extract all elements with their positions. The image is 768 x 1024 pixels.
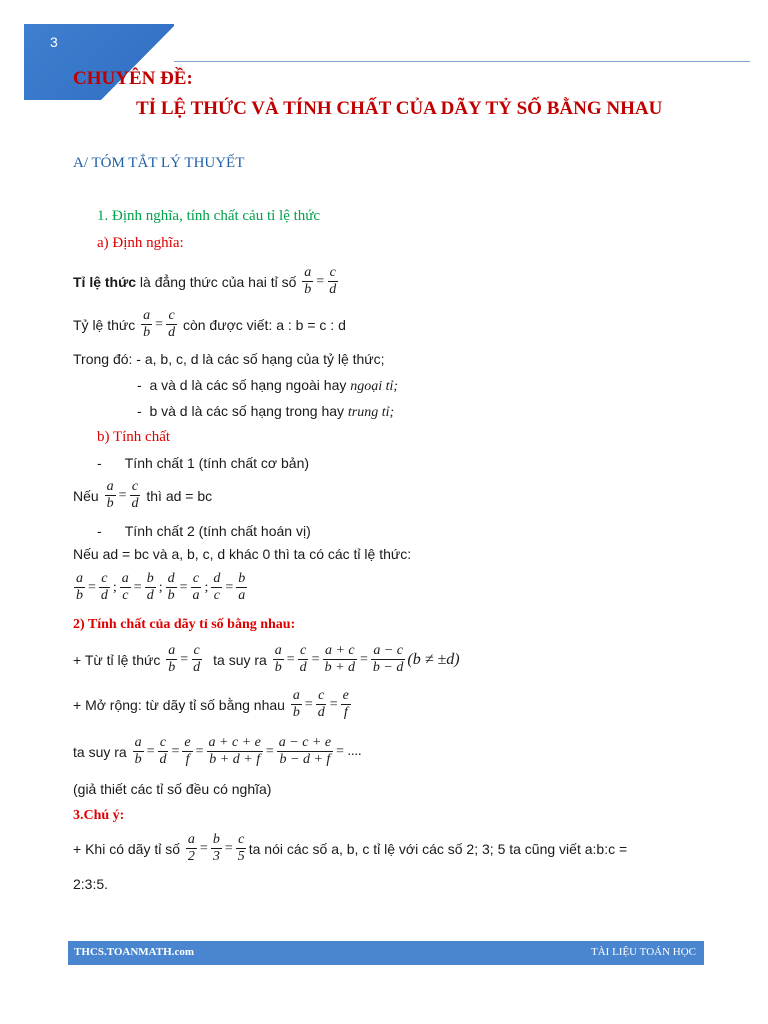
property-1: - Tính chất 1 (tính chất cơ bản) xyxy=(97,455,310,471)
fraction-c-over-d: $\frac{c}{d}$ xyxy=(299,643,307,675)
property-2-text: Nếu ad = bc và a, b, c, d khác 0 thì ta có các tỉ lệ thức: xyxy=(73,546,412,562)
header-rule xyxy=(174,61,750,62)
page-number: 3 xyxy=(50,34,58,50)
fraction-a-over-c: $\frac{a}{c}$ xyxy=(121,571,129,603)
fraction-a-over-b: $\frac{a}{b}$ xyxy=(168,643,176,675)
fraction-c-over-d: $\frac{c}{d}$ xyxy=(100,571,108,603)
note-row: + Khi có dãy tỉ số $\frac{a}{2}$ = $\frac{b}{3}$ = $\frac{c}{5}$ ta nói các số a, b, c tỉ lệ với các số 2; 3; 5 ta cũng viết a:b:c = xyxy=(73,832,628,864)
fraction-c-over-a: $\frac{c}{a}$ xyxy=(192,571,200,603)
fraction-a-over-b: $\frac{a}{b}$ xyxy=(106,479,114,511)
fraction-b-over-a: $\frac{b}{a}$ xyxy=(238,571,246,603)
fraction-apc-over-bpd: $\frac{a + c}{b + d}$ xyxy=(324,643,356,675)
trung-ti-line: - b và d là các số hạng trong hay trung tỉ; xyxy=(137,403,395,420)
extension-row: + Mở rộng: từ dãy tỉ số bằng nhau $\frac{a}{b}$ = $\frac{c}{d}$ = $\frac{e}{f}$ xyxy=(73,688,349,720)
note-line-2: 2:3:5. xyxy=(73,876,109,892)
title-line-2: TỈ LỆ THỨC VÀ TÍNH CHẤT CỦA DÃY TỶ SỐ BẰNG NHAU xyxy=(136,98,663,119)
fraction-d-over-b: $\frac{d}{b}$ xyxy=(167,571,175,603)
section-3-heading: 3.Chú ý: xyxy=(73,808,125,823)
extension-conclusion-row: ta suy ra $\frac{a}{b}$ = $\frac{c}{d}$ = $\frac{e}{f}$ = $\frac{a + c + e}{b + d + f}$ = $\frac{a - c + e}{b - d + f}$ = .... xyxy=(73,735,362,767)
fraction-a-over-b: $\frac{a}{b}$ xyxy=(134,735,142,767)
fraction-d-over-c: $\frac{d}{c}$ xyxy=(213,571,221,603)
footer-bar xyxy=(68,941,704,965)
definition-row: Tỉ lệ thức là đẳng thức của hai tỉ số $\frac{a}{b}$ = $\frac{c}{d}$ xyxy=(73,265,337,297)
fraction-c-over-five: $\frac{c}{5}$ xyxy=(237,832,245,864)
fraction-c-over-d: $\frac{c}{d}$ xyxy=(131,479,139,511)
fraction-a-over-b: $\frac{a}{b}$ xyxy=(292,688,300,720)
fraction-c-over-d: $\frac{c}{d}$ xyxy=(317,688,325,720)
chain-rule-row: + Từ tỉ lệ thức $\frac{a}{b}$ = $\frac{c}{d}$ ta suy ra $\frac{a}{b}$ = $\frac{c}{d}$ = $\frac{a + c}{b + d}$ = $\frac{a - c}{b - d}$ (b ≠ ±d) xyxy=(73,643,460,675)
fraction-c-over-d: $\frac{c}{d}$ xyxy=(168,308,176,340)
fraction-b-over-d: $\frac{b}{d}$ xyxy=(146,571,154,603)
assumption-note: (giả thiết các tỉ số đều có nghĩa) xyxy=(73,781,272,797)
fraction-a-over-b: $\frac{a}{b}$ xyxy=(274,643,282,675)
fraction-amc-over-bmd: $\frac{a - c}{b - d}$ xyxy=(372,643,404,675)
footer-site: THCS.TOANMATH.com xyxy=(74,946,194,958)
footer-label: TÀI LIỆU TOÁN HỌC xyxy=(591,946,696,958)
fraction-a-over-b: $\frac{a}{b}$ xyxy=(304,265,312,297)
fraction-e-over-f: $\frac{e}{f}$ xyxy=(184,735,191,767)
section-a-heading: A/ TÓM TẮT LÝ THUYẾT xyxy=(73,155,245,171)
definition-text: là đẳng thức của hai tỉ số xyxy=(136,273,301,290)
fraction-c-over-d: $\frac{c}{d}$ xyxy=(159,735,167,767)
fraction-e-over-f: $\frac{e}{f}$ xyxy=(342,688,349,720)
alt-notation-row: Tỷ lệ thức $\frac{a}{b}$ = $\frac{c}{d}$ còn được viết: a : b = c : d xyxy=(73,308,346,340)
fraction-a-over-b: $\frac{a}{b}$ xyxy=(76,571,83,603)
fraction-a-over-b: $\frac{a}{b}$ xyxy=(143,308,151,340)
fraction-apce-over-bpdf: $\frac{a + c + e}{b + d + f}$ xyxy=(208,735,261,767)
property-1-formula: Nếu $\frac{a}{b}$ = $\frac{c}{d}$ thì ad = bc xyxy=(73,479,213,511)
subheading-1b: b) Tính chất xyxy=(97,429,171,445)
fraction-b-over-three: $\frac{b}{3}$ xyxy=(212,832,220,864)
property-2: - Tính chất 2 (tính chất hoán vị) xyxy=(97,523,311,539)
alt-text-1: Tỷ lệ thức xyxy=(73,316,140,333)
fraction-a-over-two: $\frac{a}{2}$ xyxy=(187,832,195,864)
permutation-formulas: $\frac{a}{b}$ = $\frac{c}{d}$ ; $\frac{a}{c}$ = $\frac{b}{d}$ ; $\frac{d}{b}$ = $\frac{c}{a}$ ; $\frac{d}{c}$ = $\frac{b}{a}$ xyxy=(76,571,246,603)
subheading-1a: a) Định nghĩa: xyxy=(97,235,184,251)
fraction-c-over-d: $\frac{c}{d}$ xyxy=(193,643,201,675)
definition-term: Tỉ lệ thức xyxy=(73,273,137,290)
subheading-1: 1. Định nghĩa, tính chất cảu tỉ lệ thức xyxy=(97,208,321,224)
trong-do-line: Trong đó: - a, b, c, d là các số hạng của tỷ lệ thức; xyxy=(73,351,385,367)
fraction-c-over-d: $\frac{c}{d}$ xyxy=(329,265,337,297)
section-2-heading: 2) Tính chất của dãy tỉ số bằng nhau: xyxy=(73,617,296,632)
title-line-1: CHUYÊN ĐỀ: xyxy=(73,68,193,89)
alt-text-2: còn được viết: a : b = c : d xyxy=(179,316,346,333)
ngoai-ti-line: - a và d là các số hạng ngoài hay ngoại tỉ; xyxy=(137,377,399,394)
fraction-amce-over-bmdf: $\frac{a - c + e}{b - d + f}$ xyxy=(278,735,332,767)
